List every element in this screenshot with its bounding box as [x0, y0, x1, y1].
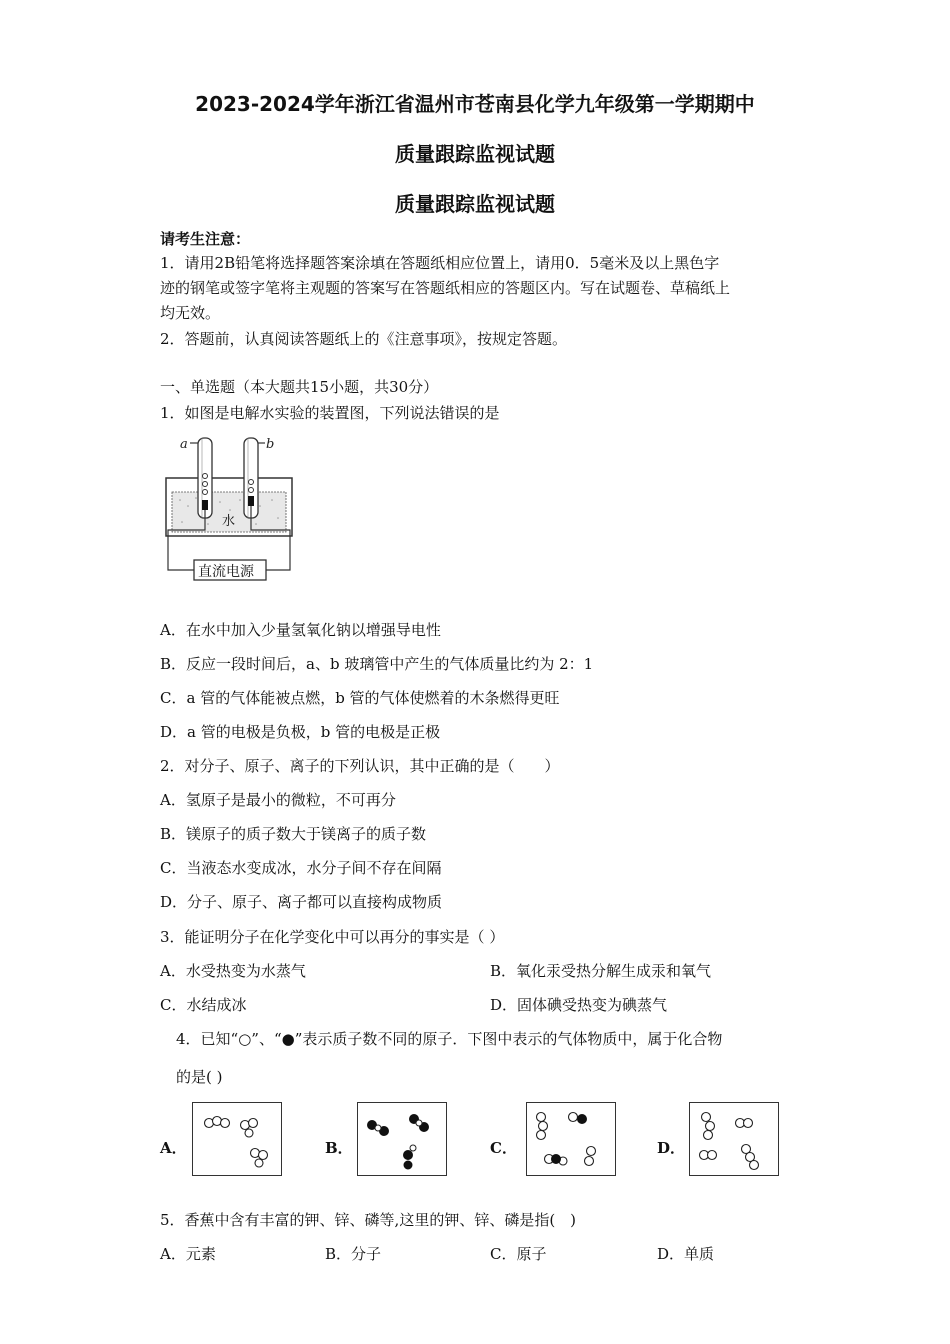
q4-option-c-molecules: [527, 1103, 615, 1175]
notice-item2: 2．答题前，认真阅读答题纸上的《注意事项》，按规定答题。: [160, 330, 568, 348]
q2-option-c: C．当液态水变成冰，水分子间不存在间隔: [160, 859, 442, 877]
q2-stem: 2．对分子、原子、离子的下列认识，其中正确的是（ ）: [160, 757, 560, 775]
q4-option-c-label: C．: [490, 1139, 517, 1157]
figure-label-a: a: [180, 437, 188, 452]
q3-option-c: C．水结成冰: [160, 996, 247, 1014]
q4-option-b-label: B．: [325, 1139, 353, 1157]
q3-stem: 3．能证明分子在化学变化中可以再分的事实是（ ）: [160, 928, 505, 946]
q2-option-d: D．分子、原子、离子都可以直接构成物质: [160, 893, 443, 911]
q4-option-b-box: [357, 1102, 447, 1176]
q3-option-a: A．水受热变为水蒸气: [160, 962, 306, 980]
q4-option-d-label: D．: [657, 1139, 686, 1157]
q4-option-c-box: [526, 1102, 616, 1176]
q1-option-c: C．a 管的气体能被点燃，b 管的气体使燃着的木条燃得更旺: [160, 689, 560, 707]
q1-stem: 1．如图是电解水实验的装置图，下列说法错误的是: [160, 404, 500, 422]
notice-item1-line1: 1．请用2B铅笔将选择题答案涂填在答题纸相应位置上，请用0．5毫米及以上黑色字: [160, 254, 720, 272]
figure-label-b: b: [266, 437, 275, 452]
q2-option-a: A．氢原子是最小的微粒，不可再分: [160, 791, 396, 809]
exam-title-line1: 2023-2024学年浙江省温州市苍南县化学九年级第一学期期中: [195, 92, 755, 116]
q4-option-a-molecules: [193, 1103, 281, 1175]
q4-option-a-box: [192, 1102, 282, 1176]
q4-option-d-box: [689, 1102, 779, 1176]
figure-power-label: 直流电源: [198, 564, 254, 580]
figure-water-label: 水: [222, 514, 236, 529]
q4-option-a-label: A．: [160, 1139, 187, 1157]
q1-option-b: B．反应一段时间后，a、b 玻璃管中产生的气体质量比约为 2：1: [160, 655, 594, 673]
q1-option-a: A．在水中加入少量氢氧化钠以增强导电性: [160, 621, 441, 639]
q4-option-b-molecules: [358, 1103, 446, 1175]
notice-item1-line2: 迹的钢笔或签字笔将主观题的答案写在答题纸相应的答题区内。写在试题卷、草稿纸上: [160, 279, 731, 297]
q3-option-b: B．氧化汞受热分解生成汞和氧气: [490, 962, 712, 980]
q3-option-d: D．固体碘受热变为碘蒸气: [490, 996, 668, 1014]
q4-option-d-molecules: [690, 1103, 778, 1175]
notice-heading: 请考生注意：: [160, 230, 251, 248]
q5-option-d: D．单质: [657, 1245, 715, 1263]
q5-option-a: A．元素: [160, 1245, 216, 1263]
q5-stem: 5．香蕉中含有丰富的钾、锌、磷等,这里的钾、锌、磷是指( ): [160, 1211, 577, 1229]
electrolysis-apparatus-figure: [160, 430, 300, 585]
q5-option-c: C．原子: [490, 1245, 547, 1263]
exam-title-line3: 质量跟踪监视试题: [395, 192, 555, 216]
q1-option-d: D．a 管的电极是负极，b 管的电极是正极: [160, 723, 441, 741]
q5-option-b: B．分子: [325, 1245, 382, 1263]
exam-title-line2: 质量跟踪监视试题: [395, 142, 555, 166]
q4-stem-line2: 的是( ): [176, 1068, 223, 1086]
section1-heading: 一、单选题（本大题共15小题，共30分）: [160, 378, 439, 396]
notice-item1-line3: 均无效。: [160, 304, 221, 322]
q2-option-b: B．镁原子的质子数大于镁离子的质子数: [160, 825, 427, 843]
q4-stem-line1: 4．已知“○”、“●”表示质子数不同的原子．下图中表示的气体物质中，属于化合物: [176, 1030, 723, 1048]
